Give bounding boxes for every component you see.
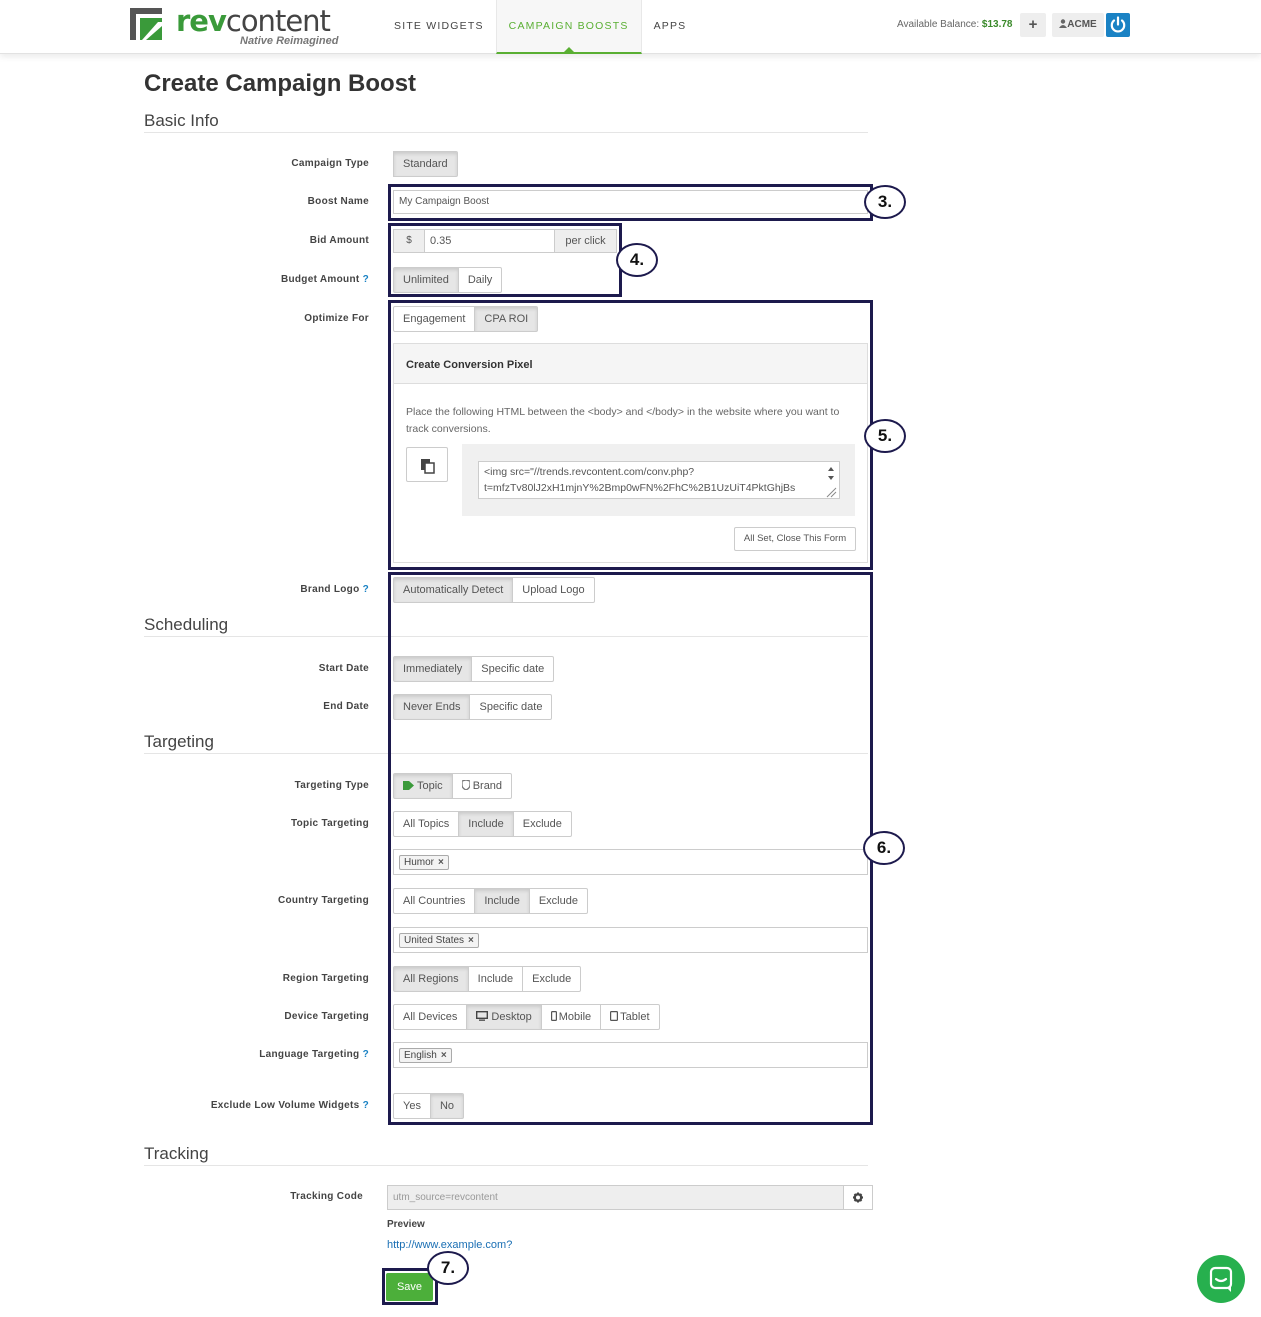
preview-label: Preview	[387, 1219, 425, 1230]
logout-button[interactable]	[1106, 13, 1130, 37]
brand-logo-auto[interactable]: Automatically Detect	[393, 577, 513, 603]
highlight-step-4	[388, 223, 622, 297]
save-button[interactable]: Save	[386, 1273, 433, 1301]
callout-step-7: 7.	[427, 1251, 469, 1285]
chat-icon	[1197, 1255, 1245, 1303]
device-desktop[interactable]: Desktop	[466, 1004, 541, 1030]
chat-widget-button[interactable]	[1197, 1255, 1245, 1303]
targeting-topic[interactable]: Topic	[393, 773, 453, 799]
section-basic-info: Basic Info	[144, 111, 868, 133]
exclude-low-volume-no[interactable]: No	[430, 1093, 464, 1119]
tracking-code-input[interactable]: utm_source=revcontent	[387, 1185, 844, 1210]
country-tag: United States ×	[399, 933, 479, 948]
section-targeting: Targeting	[144, 732, 868, 754]
gear-icon	[844, 1186, 872, 1209]
label-start-date: Start Date	[318, 663, 369, 674]
targeting-brand[interactable]: Brand	[452, 773, 512, 799]
pixel-description: Place the following HTML between the <body> and </body> in the website where you want to track conversions.	[406, 406, 840, 435]
nav-site-widgets[interactable]: SITE WIDGETS	[394, 20, 484, 32]
label-optimize-for: Optimize For	[304, 313, 369, 324]
brand-logo-upload[interactable]: Upload Logo	[512, 577, 594, 603]
logo-arrow-icon	[130, 8, 162, 40]
nav-campaign-boosts[interactable]: CAMPAIGN BOOSTS	[496, 0, 642, 54]
label-bid-amount: Bid Amount	[309, 235, 369, 246]
remove-tag-icon[interactable]: ×	[440, 1050, 447, 1061]
available-balance: Available Balance: $13.78	[897, 19, 1013, 30]
label-topic-targeting: Topic Targeting	[290, 818, 369, 829]
device-mobile[interactable]: Mobile	[541, 1004, 601, 1030]
remove-tag-icon[interactable]: ×	[468, 935, 474, 946]
country-all[interactable]: All Countries	[393, 888, 475, 914]
campaign-type-group	[393, 151, 458, 177]
start-immediately[interactable]: Immediately	[393, 656, 472, 682]
topic-include[interactable]: Include	[458, 811, 513, 837]
highlight-step-3	[388, 184, 873, 221]
label-budget-amount: Budget Amount ?	[280, 274, 369, 285]
highlight-step-6	[388, 572, 873, 1125]
add-funds-button[interactable]: +	[1020, 13, 1046, 37]
end-never[interactable]: Never Ends	[393, 694, 470, 720]
label-boost-name: Boost Name	[307, 196, 369, 207]
end-specific-date[interactable]: Specific date	[469, 694, 552, 720]
bid-unit-addon: per click	[554, 229, 617, 253]
help-icon: ?	[362, 1100, 369, 1111]
optimize-engagement[interactable]: Engagement	[393, 306, 475, 332]
user-menu-button[interactable]: ACME	[1052, 13, 1104, 37]
device-all[interactable]: All Devices	[393, 1004, 467, 1030]
nav-apps[interactable]: APPS	[653, 20, 687, 32]
topic-all[interactable]: All Topics	[393, 811, 459, 837]
label-campaign-type: Campaign Type	[291, 158, 369, 169]
label-device-targeting: Device Targeting	[284, 1011, 369, 1022]
country-include[interactable]: Include	[474, 888, 529, 914]
close-pixel-form-button[interactable]: All Set, Close This Form	[734, 527, 856, 551]
topic-exclude[interactable]: Exclude	[513, 811, 572, 837]
budget-unlimited[interactable]: Unlimited	[393, 267, 459, 293]
highlight-step-5	[388, 300, 873, 570]
section-scheduling: Scheduling	[144, 615, 868, 637]
label-brand-logo: Brand Logo ?	[300, 584, 369, 595]
revcontent-logo[interactable]	[130, 6, 340, 48]
region-all[interactable]: All Regions	[393, 966, 469, 992]
label-tracking-code: Tracking Code	[290, 1191, 363, 1202]
top-navbar	[0, 0, 1261, 54]
section-tracking: Tracking	[144, 1144, 868, 1166]
help-icon: ?	[362, 274, 369, 285]
power-icon	[1106, 13, 1130, 37]
balance-value: $13.78	[981, 19, 1013, 30]
logo-wordmark: revcontent	[176, 4, 330, 38]
boost-name-input[interactable]: My Campaign Boost	[393, 190, 868, 214]
help-icon: ?	[362, 1049, 369, 1060]
device-tablet[interactable]: Tablet	[600, 1004, 659, 1030]
label-region-targeting: Region Targeting	[282, 973, 369, 984]
label-country-targeting: Country Targeting	[277, 895, 369, 906]
language-tag: English ×	[399, 1048, 452, 1063]
campaign-type-standard[interactable]: Standard	[393, 151, 458, 177]
pixel-code-line-1: <img src="//trends.revcontent.com/conv.php?	[484, 466, 695, 478]
callout-step-6: 6.	[863, 831, 905, 865]
exclude-low-volume-yes[interactable]: Yes	[393, 1093, 431, 1119]
budget-daily[interactable]: Daily	[458, 267, 502, 293]
label-exclude-low-volume: Exclude Low Volume Widgets ?	[210, 1100, 369, 1111]
label-targeting-type: Targeting Type	[294, 780, 369, 791]
main-nav	[382, 0, 698, 54]
tracking-settings-button[interactable]	[843, 1185, 873, 1210]
country-exclude[interactable]: Exclude	[529, 888, 588, 914]
topic-tag: Humor ×	[399, 855, 449, 870]
help-icon: ?	[362, 584, 369, 595]
logo-tagline: Native Reimagined	[240, 35, 339, 47]
callout-step-3: 3.	[864, 185, 906, 219]
region-exclude[interactable]: Exclude	[522, 966, 581, 992]
preview-url-link[interactable]: http://www.example.com?	[387, 1239, 513, 1251]
bid-amount-input[interactable]: 0.35	[424, 229, 555, 253]
callout-step-4: 4.	[616, 243, 658, 277]
bid-currency-addon: $	[393, 229, 425, 253]
start-specific-date[interactable]: Specific date	[471, 656, 554, 682]
pixel-panel-title: Create Conversion Pixel	[394, 344, 867, 384]
page-title: Create Campaign Boost	[144, 70, 417, 97]
region-include[interactable]: Include	[468, 966, 523, 992]
callout-step-5: 5.	[864, 419, 906, 453]
pixel-code-line-2: t=mfzTv80lJ2xH1mjnY%2Bmp0wFN%2FhC%2B1UzUiT4PktGhjBs	[484, 482, 796, 494]
optimize-cpa-roi[interactable]: CPA ROI	[474, 306, 538, 332]
remove-tag-icon[interactable]: ×	[438, 857, 444, 868]
label-end-date: End Date	[323, 701, 369, 712]
label-language-targeting: Language Targeting ?	[259, 1049, 369, 1060]
